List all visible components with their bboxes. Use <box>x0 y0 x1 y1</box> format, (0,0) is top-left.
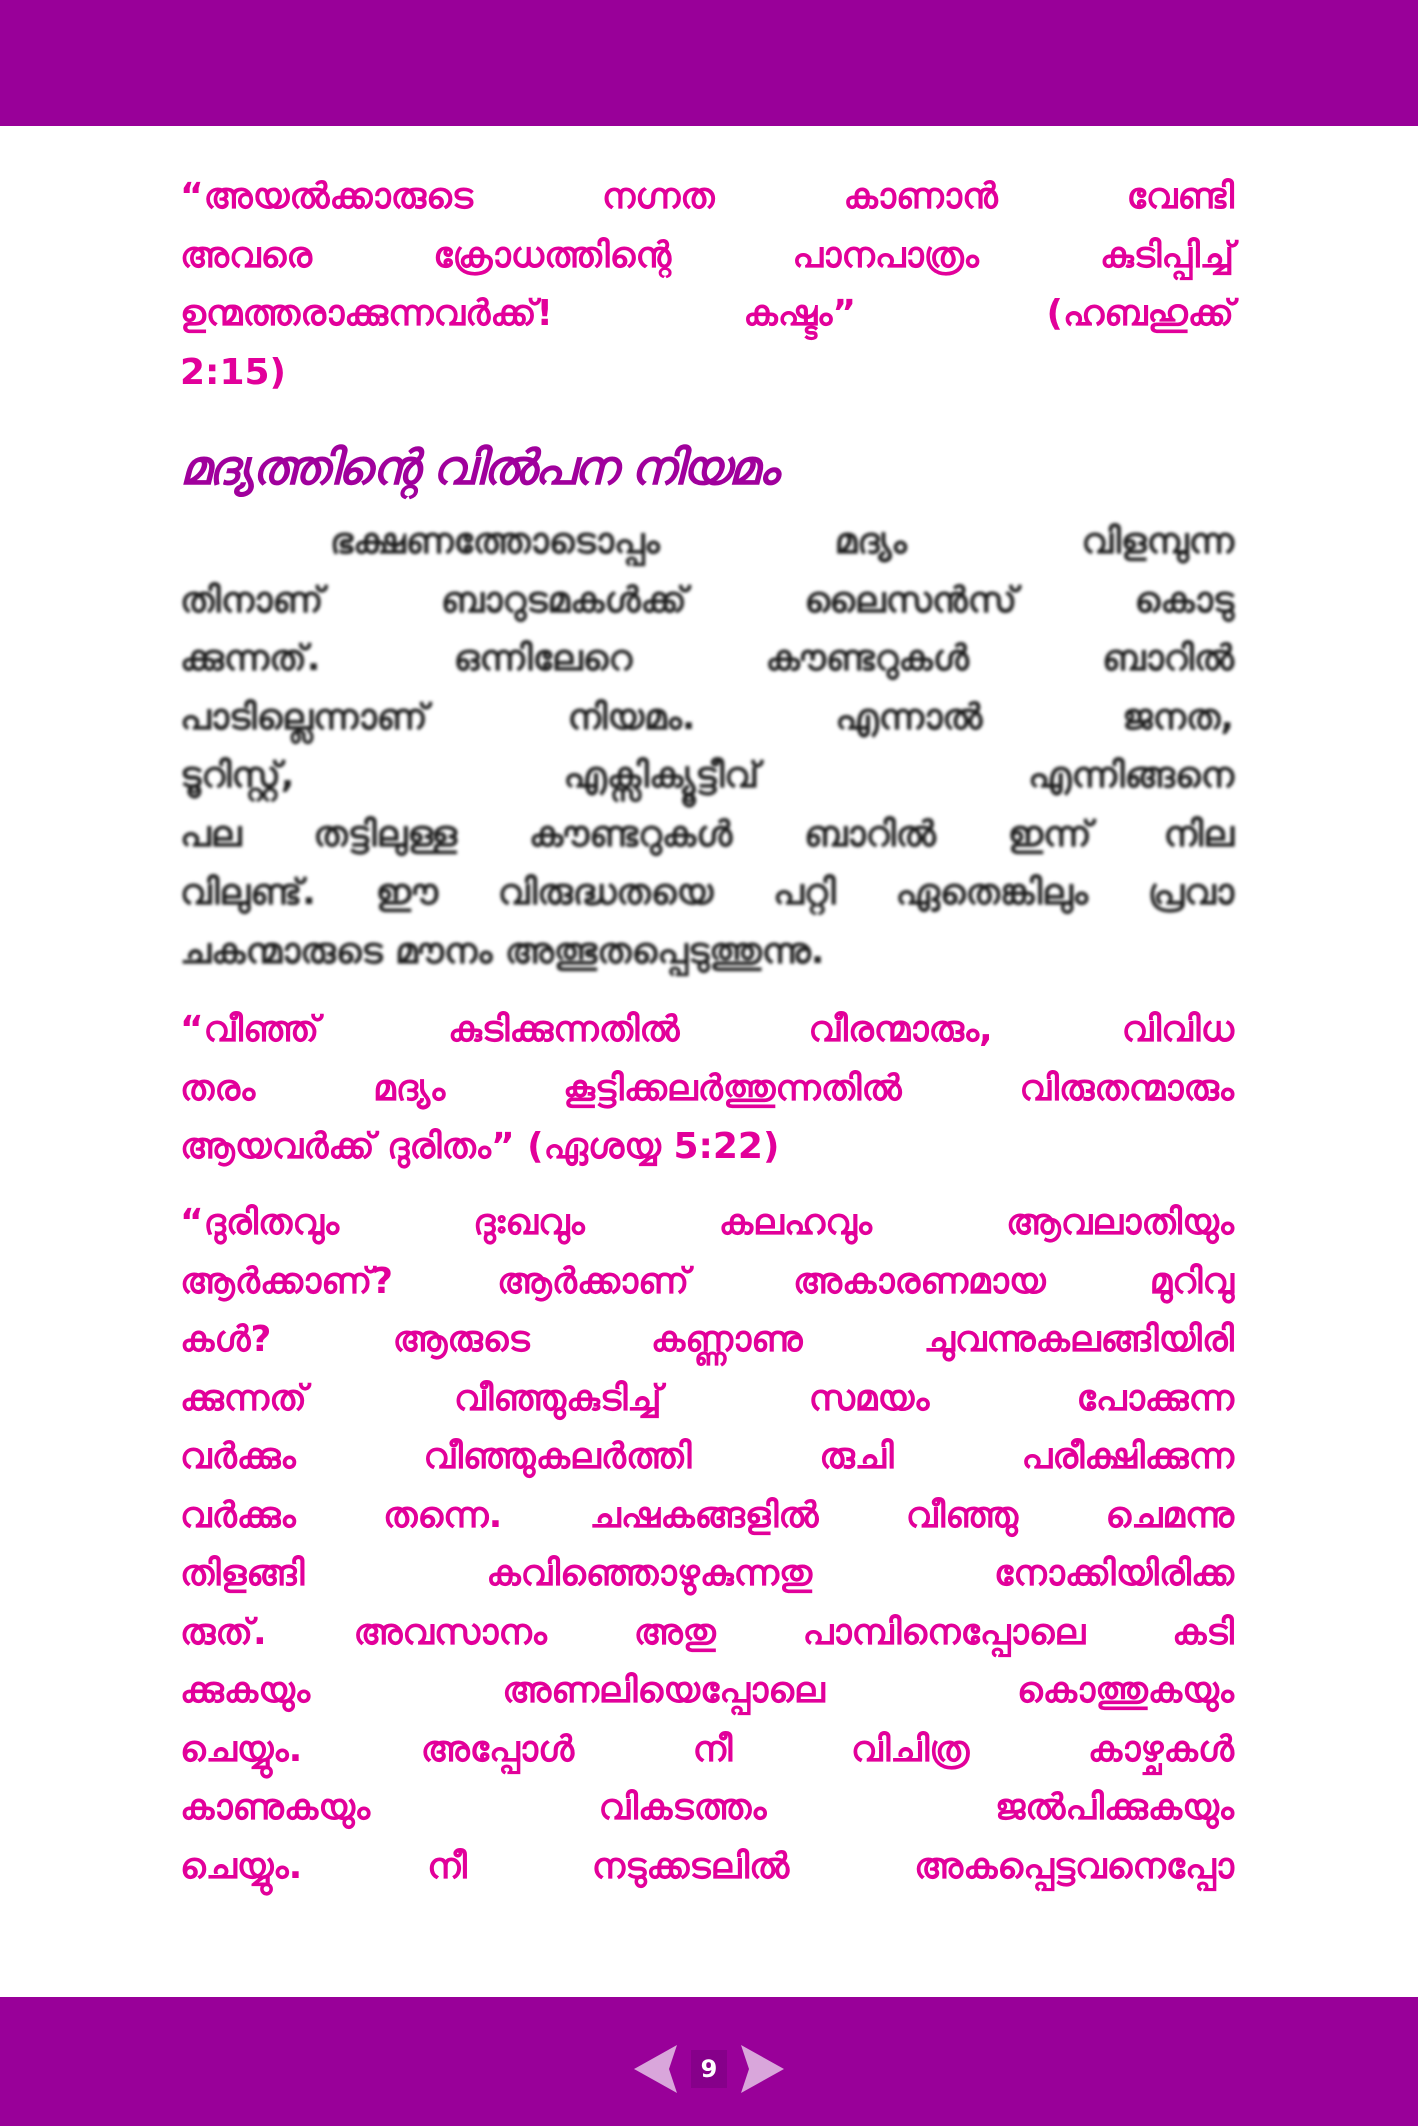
quote-line: ചെയ്യും. നീ നടുക്കടലിൽ അകപ്പെട്ടവനെപ്പോ <box>180 1845 1234 1887</box>
quote-line: ആർക്കാണ്? ആർക്കാണ് അകാരണമായ മുറിവു <box>180 1260 1234 1302</box>
body-line: വിലുണ്ട്. ഈ വിരുദ്ധതയെ പറ്റി ഏതെങ്കിലും പ്രവാ <box>180 872 1234 913</box>
quote-line: കൾ? ആരുടെ കണ്ണാണു ചുവന്നുകലങ്ങിയിരി <box>180 1319 1234 1360</box>
body-paragraph <box>180 513 1234 981</box>
quote-line: ക്കുകയും അണലിയെപ്പോലെ കൊത്തുകയും <box>180 1670 1234 1711</box>
quote-line: ഉന്മത്തരാക്കുന്നവർക്ക്! കഷ്ടം” (ഹബഹുക്ക് <box>180 293 1234 334</box>
quote-line: വർക്കും തന്നെ. ചഷകങ്ങളിൽ വീഞ്ഞു ചെമന്നു <box>180 1494 1234 1536</box>
quote-line: “അയൽക്കാരുടെ നഗ്നത കാണാൻ വേണ്ടി <box>180 176 1234 217</box>
body-line: തിനാണ് ബാറുടമകൾക്ക് ലൈസൻസ് കൊടു <box>180 579 1234 621</box>
quote-habakkuk <box>180 168 1234 402</box>
body-line: ഭക്ഷണത്തോടൊപ്പം മദ്യം വിളമ്പുന്ന <box>330 521 1234 562</box>
section-heading: മദ്യത്തിന്റെ വിൽപന നിയമം <box>180 440 777 496</box>
quote-line: “വീഞ്ഞ് കുടിക്കുന്നതിൽ വീരന്മാരും, വിവിധ <box>180 1009 1234 1050</box>
page-number: 9 <box>691 2050 727 2088</box>
body-line: പല തട്ടിലുള്ള കൗണ്ടറുകൾ ബാറിൽ ഇന്ന് നില <box>180 813 1234 855</box>
page-navigation <box>632 2043 786 2095</box>
quote-line: കാണുകയും വികടത്തം ജൽപിക്കുകയും <box>180 1787 1234 1828</box>
chevron-right-icon <box>740 2043 786 2095</box>
quote-line: അവരെ ക്രോധത്തിന്റെ പാനപാത്രം കുടിപ്പിച്ച് <box>180 234 1234 276</box>
quote-line: തിളങ്ങി കവിഞ്ഞൊഴുകുന്നതു നോക്കിയിരിക്ക <box>180 1553 1234 1594</box>
quote-line: രുത്. അവസാനം അതു പാമ്പിനെപ്പോലെ കടി <box>180 1611 1234 1653</box>
body-line: ചകന്മാരുടെ മൗനം അത്ഭുതപ്പെടുത്തുന്നു. <box>180 930 825 972</box>
top-bar <box>0 0 1418 126</box>
quote-line: ആയവർക്ക് ദുരിതം” (ഏശയ്യ 5:22) <box>180 1126 780 1167</box>
quote-line: ചെയ്യും. അപ്പോൾ നീ വിചിത്ര കാഴ്ചകൾ <box>180 1728 1234 1770</box>
next-page-button[interactable] <box>740 2043 786 2095</box>
quote-line: 2:15) <box>180 351 286 393</box>
quote-line: തരം മദ്യം കൂട്ടിക്കലർത്തുന്നതിൽ വിരുതന്മാരും <box>180 1067 1234 1109</box>
quote-line: ക്കുന്നത് വീഞ്ഞുകുടിച്ച് സമയം പോക്കുന്ന <box>180 1377 1234 1419</box>
body-line: ടൂറിസ്റ്റ്, എക്സിക്യൂട്ടീവ് എന്നിങ്ങനെ <box>180 755 1234 796</box>
quote-line: “ദുരിതവും ദുഃഖവും കലഹവും ആവലാതിയും <box>180 1202 1234 1243</box>
quote-proverbs <box>180 1194 1234 1896</box>
body-line: ക്കുന്നത്. ഒന്നിലേറെ കൗണ്ടറുകൾ ബാറിൽ <box>180 638 1234 679</box>
body-line: പാടില്ലെന്നാണ് നിയമം. എന്നാൽ ജനത, <box>180 696 1234 738</box>
quote-isaiah <box>180 1001 1234 1177</box>
previous-page-button[interactable] <box>632 2043 678 2095</box>
chevron-left-icon <box>632 2043 678 2095</box>
quote-line: വർക്കും വീഞ്ഞുകലർത്തി രുചി പരീക്ഷിക്കുന്ന <box>180 1436 1234 1477</box>
